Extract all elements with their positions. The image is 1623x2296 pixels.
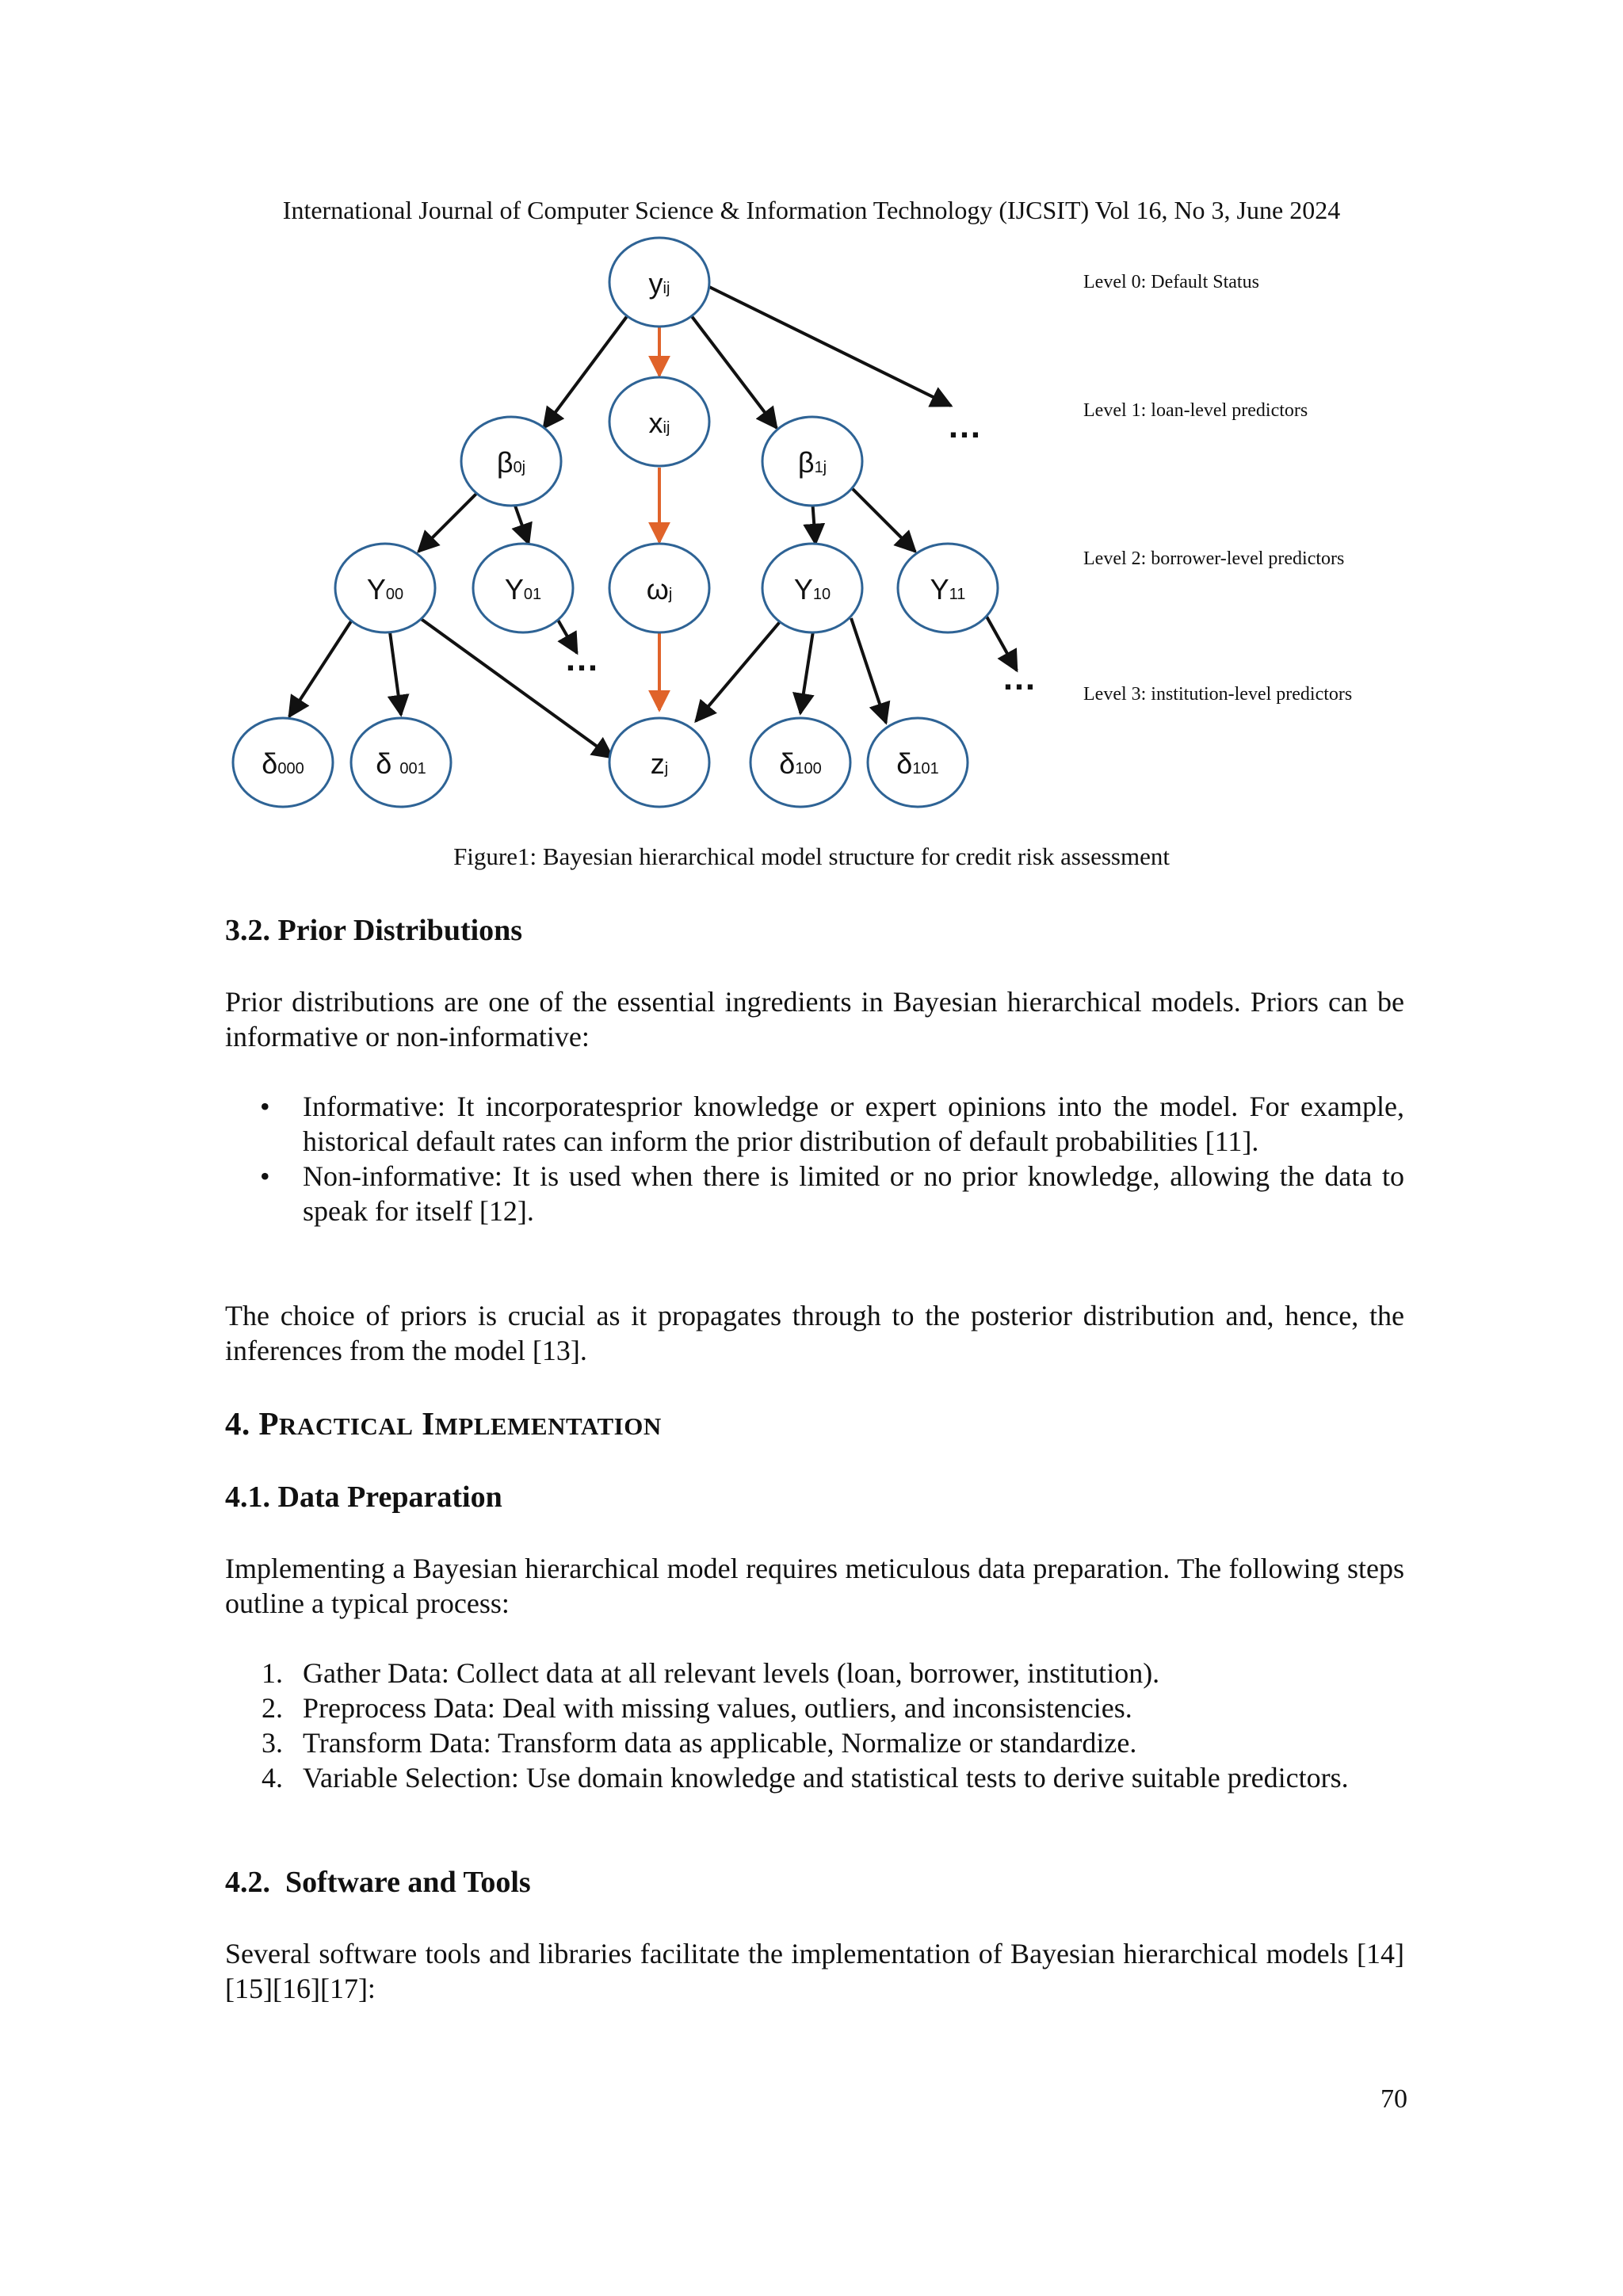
step-number: 3.	[262, 1727, 283, 1759]
ellipsis-level1: …	[947, 407, 982, 445]
label-delta-100: δ100	[779, 747, 822, 780]
edge-gamma10-delta100	[800, 626, 814, 713]
data-prep-intro-paragraph: Implementing a Bayesian hierarchical model requires meticulous data preparation. The following steps outline a typical process:	[225, 1553, 1404, 1619]
ellipsis-gamma01: …	[564, 640, 599, 678]
label-omega-j: ωj	[646, 573, 673, 606]
edge-beta0-gamma00	[418, 492, 478, 552]
software-intro-paragraph: Several software tools and libraries facilitate the implementation of Bayesian hierarchical models [14][15][16][17]:	[225, 1938, 1404, 2004]
list-item	[225, 1690, 1404, 1725]
label-beta-0j: β0j	[496, 446, 526, 479]
label-gamma-00: Y00	[366, 573, 404, 606]
label-y-ij: yij	[648, 267, 670, 300]
step-text: Variable Selection: Use domain knowledge and statistical tests to derive suitable predictors.	[303, 1762, 1349, 1794]
prior-closing-paragraph: The choice of priors is crucial as it propagates through to the posterior distribution and, hence, the inferences from the model [13].	[225, 1300, 1404, 1366]
label-beta-1j: β1j	[797, 446, 827, 479]
list-item	[225, 1760, 1404, 1795]
label-gamma-01: Y01	[504, 573, 542, 606]
edge-beta0-gamma01	[515, 506, 529, 544]
list-item	[225, 1725, 1404, 1760]
step-number: 2.	[262, 1692, 283, 1724]
label-delta-000: δ000	[262, 747, 304, 780]
edge-gamma00-delta001	[389, 626, 401, 715]
heading-3-2: 3.2. Prior Distributions	[225, 914, 523, 947]
level-3-label: Level 3: institution-level predictors	[1083, 684, 1353, 705]
step-number: 4.	[262, 1762, 283, 1794]
page-number: 70	[1381, 2084, 1407, 2114]
label-gamma-10: Y10	[793, 573, 831, 606]
label-delta-001: δ 001	[376, 747, 426, 780]
edge-gamma10-zj	[696, 618, 783, 721]
label-gamma-11: Y11	[930, 573, 966, 606]
heading-4-1: 4.1. Data Preparation	[225, 1480, 502, 1514]
bullet-marker: •	[260, 1160, 270, 1192]
label-z-j: zj	[650, 747, 669, 780]
edge-beta1-gamma11	[850, 486, 915, 552]
level-0-label: Level 0: Default Status	[1083, 272, 1259, 292]
label-delta-101: δ101	[896, 747, 939, 780]
prior-bullet-list	[225, 1089, 1404, 1228]
level-1-label: Level 1: loan-level predictors	[1083, 400, 1308, 421]
list-item	[225, 1089, 1404, 1159]
level-2-label: Level 2: borrower-level predictors	[1083, 548, 1345, 569]
label-x-ij: xij	[648, 407, 670, 439]
bayesian-hierarchy-diagram	[0, 0, 1623, 840]
heading-4-2: 4.2. Software and Tools	[225, 1866, 531, 1899]
step-text: Gather Data: Collect data at all relevant levels (loan, borrower, institution).	[303, 1657, 1160, 1689]
heading-4: 4. PRACTICAL IMPLEMENTATION	[225, 1405, 662, 1442]
edge-gamma00-delta000	[289, 621, 351, 716]
list-item	[225, 1656, 1404, 1690]
figure-caption: Figure1: Bayesian hierarchical model structure for credit risk assessment	[453, 842, 1170, 870]
bullet-text: Informative: It incorporatesprior knowledge or expert opinions into the model. For example, historical default rates can inform the prior distribution of default probabilities [11].	[303, 1091, 1404, 1157]
bullet-marker: •	[260, 1091, 270, 1122]
bullet-text: Non-informative: It is used when there is limited or no prior knowledge, allowing the data to speak for itself [12].	[303, 1160, 1404, 1227]
running-header: International Journal of Computer Science & Information Technology (IJCSIT) Vol 16, No 3, June 2024	[282, 196, 1341, 224]
step-number: 1.	[262, 1657, 283, 1689]
step-text: Transform Data: Transform data as applicable, Normalize or standardize.	[303, 1727, 1137, 1759]
data-prep-steps	[225, 1656, 1404, 1795]
list-item	[225, 1159, 1404, 1228]
edge-gamma10-delta101	[851, 618, 886, 723]
prior-intro-paragraph: Prior distributions are one of the essential ingredients in Bayesian hierarchical models. Priors can be informative or non-informative:	[225, 986, 1404, 1052]
step-text: Preprocess Data: Deal with missing values, outliers, and inconsistencies.	[303, 1692, 1132, 1724]
ellipsis-gamma11: …	[1002, 659, 1037, 697]
